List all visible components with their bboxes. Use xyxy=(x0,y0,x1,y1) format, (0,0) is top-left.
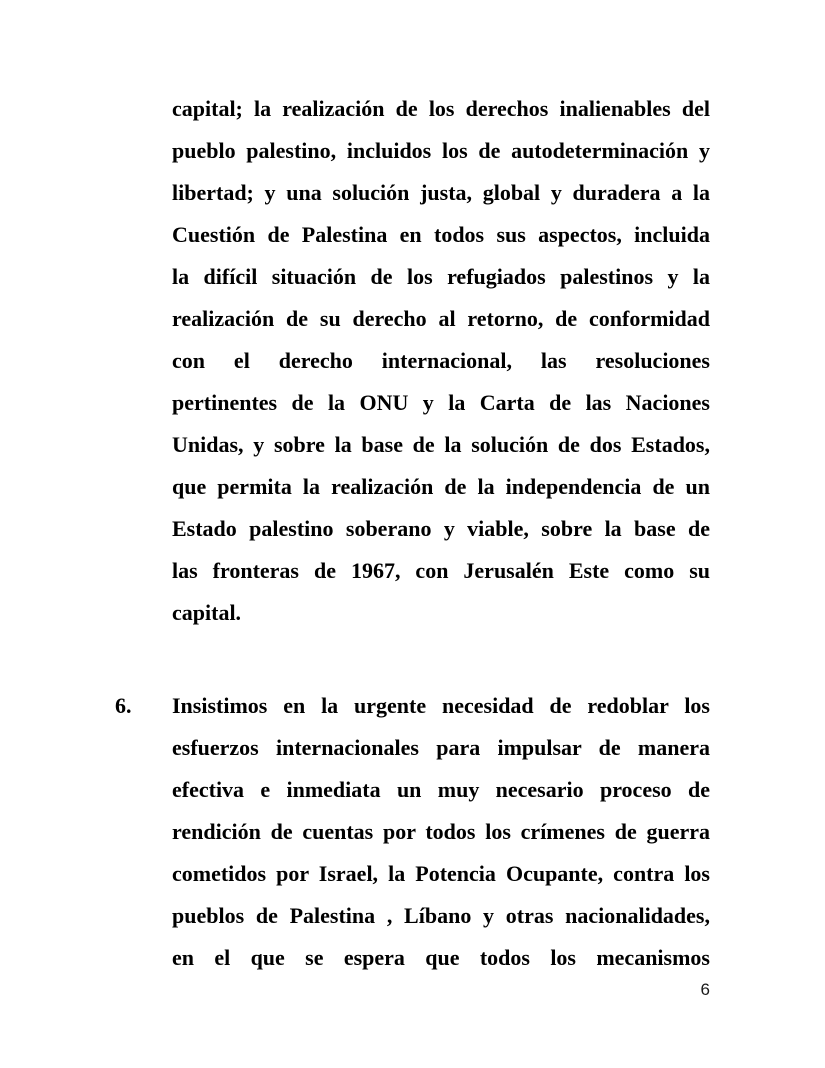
page-number: 6 xyxy=(700,980,710,999)
text-line: Unidas, y sobre la base de la solución de dos Estados, xyxy=(172,432,710,457)
list-item-number: 6. xyxy=(115,693,132,718)
text-line: efectiva e inmediata un muy necesario proceso de xyxy=(172,777,710,802)
text-line: cometidos por Israel, la Potencia Ocupante, contra los xyxy=(172,861,710,886)
text-line: pueblo palestino, incluidos los de autodeterminación y xyxy=(172,138,710,163)
text-line: las fronteras de 1967, con Jerusalén Este como su xyxy=(172,558,710,583)
text-line: pueblos de Palestina , Líbano y otras nacionalidades, xyxy=(172,903,710,928)
text-line: con el derecho internacional, las resoluciones xyxy=(172,348,710,373)
text-line: capital; la realización de los derechos inalienables del xyxy=(172,96,710,121)
text-line: realización de su derecho al retorno, de conformidad xyxy=(172,306,710,331)
text-line: rendición de cuentas por todos los crímenes de guerra xyxy=(172,819,710,844)
text-line: en el que se espera que todos los mecanismos xyxy=(172,945,710,970)
text-line: Cuestión de Palestina en todos sus aspectos, incluida xyxy=(172,222,710,247)
text-line: esfuerzos internacionales para impulsar de manera xyxy=(172,735,710,760)
list-item-6-paragraph xyxy=(172,685,710,979)
text-line: libertad; y una solución justa, global y duradera a la xyxy=(172,180,710,205)
text-line: que permita la realización de la independencia de un xyxy=(172,474,710,499)
text-line: capital. xyxy=(172,600,242,625)
text-line: la difícil situación de los refugiados palestinos y la xyxy=(172,264,710,289)
text-line: pertinentes de la ONU y la Carta de las Naciones xyxy=(172,390,710,415)
text-line: Estado palestino soberano y viable, sobre la base de xyxy=(172,516,710,541)
text-line: Insistimos en la urgente necesidad de redoblar los xyxy=(172,693,710,718)
paragraph-continuation xyxy=(172,88,710,634)
